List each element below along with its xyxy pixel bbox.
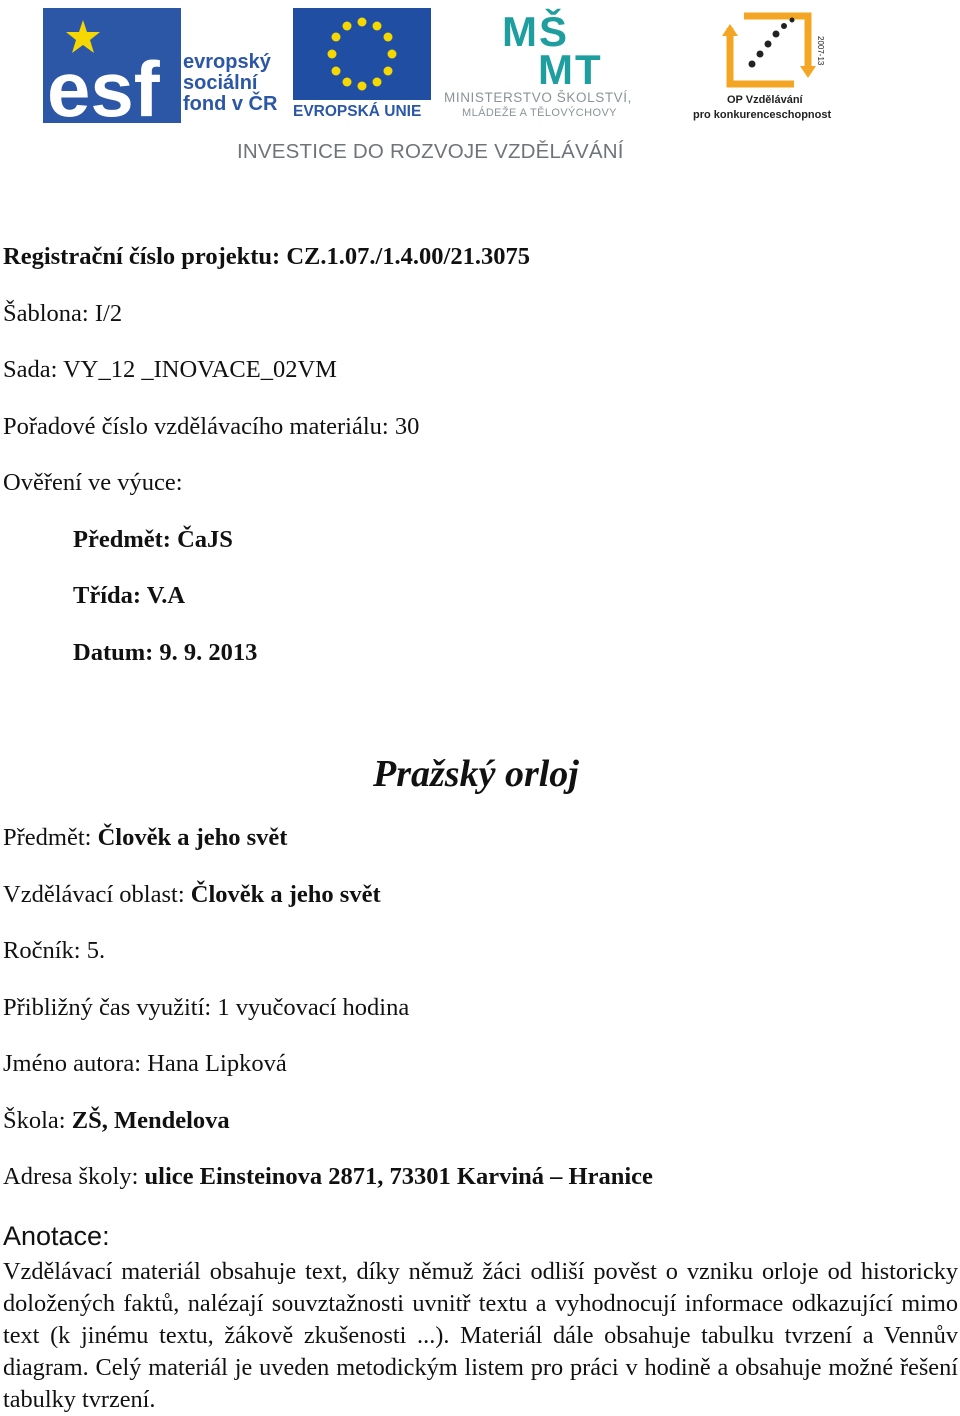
autor-line: Jméno autora: Hana Lipková	[3, 1050, 287, 1077]
cas-line: Přibližný čas využití: 1 vyučovací hodina	[3, 994, 410, 1021]
svg-text:MT: MT	[538, 46, 603, 93]
adresa-value: ulice Einsteinova 2871, 73301 Karviná – Hranice	[144, 1163, 653, 1190]
oblast-label: Vzdělávací oblast:	[3, 881, 191, 908]
predmet-label: Předmět:	[3, 824, 98, 851]
op-years: 2007-13	[816, 36, 825, 66]
overeni-trida: Třída: V.A	[73, 582, 186, 609]
oblast-value: Člověk a jeho svět	[190, 881, 381, 908]
esf-logo	[43, 8, 183, 133]
op-caption-2: pro konkurenceschopnost	[693, 109, 832, 121]
anotace-text: Vzdělávací materiál obsahuje text, díky němuž žáci odliší pověst o vzniku orloje od historicky doložených faktů, nalézají souvztažnosti uvnitř textu a vyhodnocují informace odkazující mimo text (k jinému textu, žákově zkušenosti ...). Materiál dále obsahuje tabulku tvrzení a Vennův diagram. Celý materiál je uveden metodickým listem pro práci v hodině a obsahuje možné řešení tabulky tvrzení.	[3, 1258, 958, 1413]
anotace-heading: Anotace:	[3, 1221, 110, 1251]
eu-caption: EVROPSKÁ UNIE	[293, 103, 422, 120]
esf-text-line: sociální	[183, 72, 258, 94]
predmet-line	[3, 823, 287, 853]
op-vzdelavani-logo	[722, 6, 825, 92]
msmt-caption-1: MINISTERSTVO ŠKOLSTVÍ,	[444, 90, 632, 105]
vzdelavaci-oblast-line	[3, 880, 381, 910]
registration-label: Registrační číslo projektu:	[3, 243, 281, 270]
skola-line	[3, 1106, 230, 1136]
overeni-predmet: Předmět: ČaJS	[73, 526, 233, 553]
document-title: Pražský orloj	[373, 753, 579, 795]
registration-value: CZ.1.07./1.4.00/21.3075	[286, 243, 530, 270]
sablona-line: Šablona: I/2	[3, 300, 123, 327]
poradove-cislo-line: Pořadové číslo vzdělávacího materiálu: 30	[3, 413, 420, 440]
adresa-line	[3, 1162, 653, 1192]
esf-logo-text	[183, 52, 277, 115]
esf-text-line: fond v ČR	[183, 93, 278, 115]
registration-line	[3, 242, 530, 272]
op-caption-1: OP Vzdělávání	[727, 94, 803, 106]
esf-text-line: evropský	[183, 51, 271, 73]
overeni-datum: Datum: 9. 9. 2013	[73, 639, 258, 666]
rocnik-line: Ročník: 5.	[3, 937, 106, 964]
adresa-label: Adresa školy:	[3, 1163, 145, 1190]
svg-text:MŠ: MŠ	[502, 8, 569, 55]
msmt-caption-2: MLÁDEŽE A TĚLOVÝCHOVY	[462, 107, 617, 119]
esf-mark: esf	[47, 45, 160, 133]
msmt-logo	[500, 6, 625, 93]
overeni-line: Ověření ve výuce:	[3, 469, 183, 496]
investice-slogan: INVESTICE DO ROZVOJE VZDĚLÁVÁNÍ	[237, 140, 624, 163]
logo-header	[0, 0, 960, 175]
sada-line: Sada: VY_12 _INOVACE_02VM	[3, 356, 337, 383]
skola-label: Škola:	[3, 1107, 72, 1134]
eu-flag-logo	[293, 8, 431, 100]
skola-value: ZŠ, Mendelova	[71, 1107, 230, 1134]
predmet-value: Člověk a jeho svět	[97, 824, 288, 851]
